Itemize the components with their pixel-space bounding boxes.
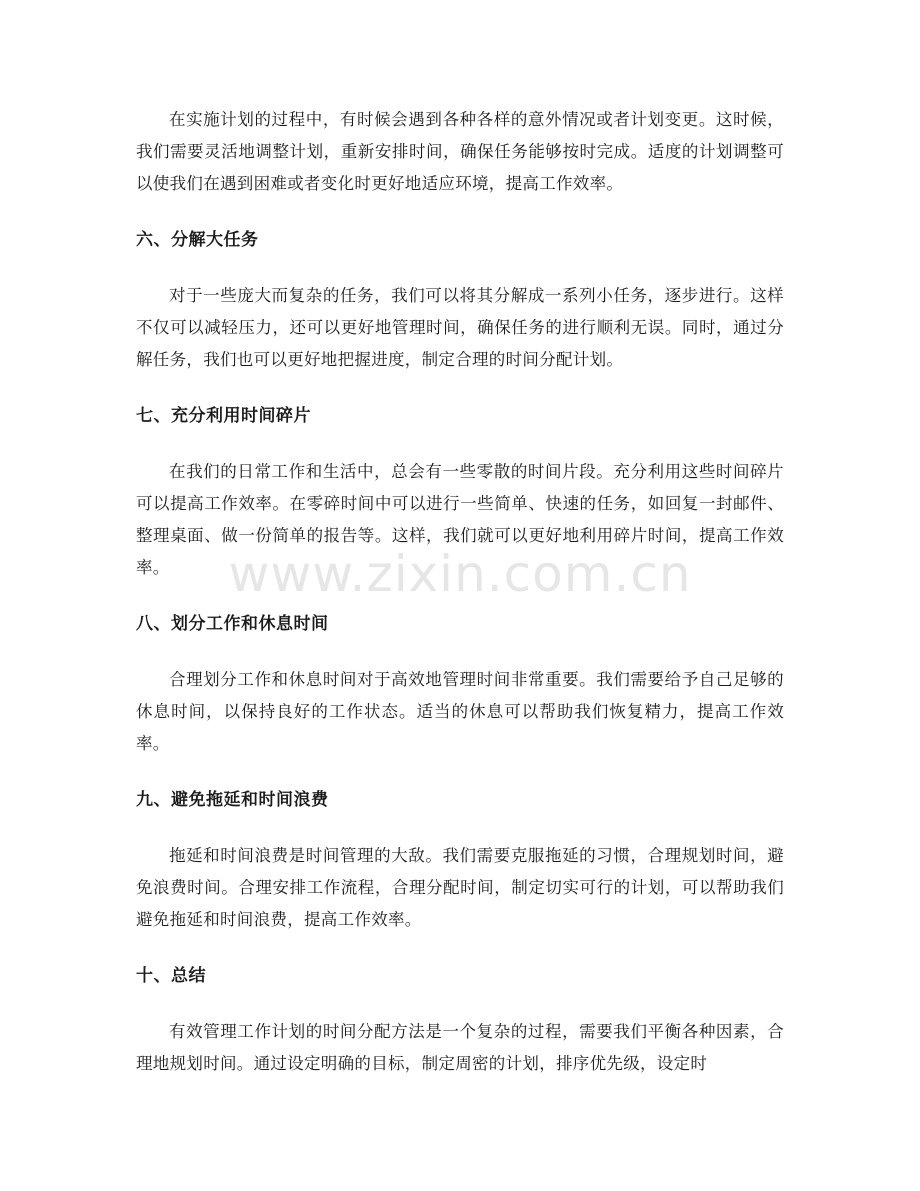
heading-section-7: 七、充分利用时间碎片 (136, 406, 311, 426)
paragraph-section-9: 拖延和时间浪费是时间管理的大敌。我们需要克服拖延的习惯，合理规划时间，避免浪费时间。合理安排工作流程，合理分配时间，制定切实可行的计划，可以帮助我们避免拖延和时间浪费，提高工作效率。 (136, 846, 784, 929)
document-content (136, 104, 784, 1080)
paragraph-plan-adjustment: 在实施计划的过程中，有时候会遇到各种各样的意外情况或者计划变更。这时候，我们需要灵活地调整计划，重新安排时间，确保任务能够按时完成。适度的计划调整可以使我们在遇到困难或者变化时更好地适应环境，提高工作效率。 (136, 110, 784, 193)
paragraph-section-7: 在我们的日常工作和生活中，总会有一些零散的时间片段。充分利用这些时间碎片可以提高工作效率。在零碎时间中可以进行一些简单、快速的任务，如回复一封邮件、整理桌面、做一份简单的报告等。这样，我们就可以更好地利用碎片时间，提高工作效率。 (136, 462, 784, 577)
paragraph-section-10: 有效管理工作计划的时间分配方法是一个复杂的过程，需要我们平衡各种因素，合理地规划时间。通过设定明确的目标，制定周密的计划，排序优先级，设定时 (136, 1022, 784, 1073)
watermark: www.zixin.com.cn (228, 545, 692, 603)
heading-section-10: 十、总结 (136, 966, 206, 986)
heading-section-9: 九、避免拖延和时间浪费 (136, 790, 329, 810)
paragraph-section-6: 对于一些庞大而复杂的任务，我们可以将其分解成一系列小任务，逐步进行。这样不仅可以减轻压力，还可以更好地管理时间，确保任务的进行顺利无误。同时，通过分解任务，我们也可以更好地把握进度，制定合理的时间分配计划。 (136, 286, 784, 369)
paragraph-section-8: 合理划分工作和休息时间对于高效地管理时间非常重要。我们需要给予自己足够的休息时间，以保持良好的工作状态。适当的休息可以帮助我们恢复精力，提高工作效率。 (136, 670, 784, 753)
heading-section-6: 六、分解大任务 (136, 230, 259, 250)
heading-section-8: 八、划分工作和休息时间 (136, 614, 329, 634)
